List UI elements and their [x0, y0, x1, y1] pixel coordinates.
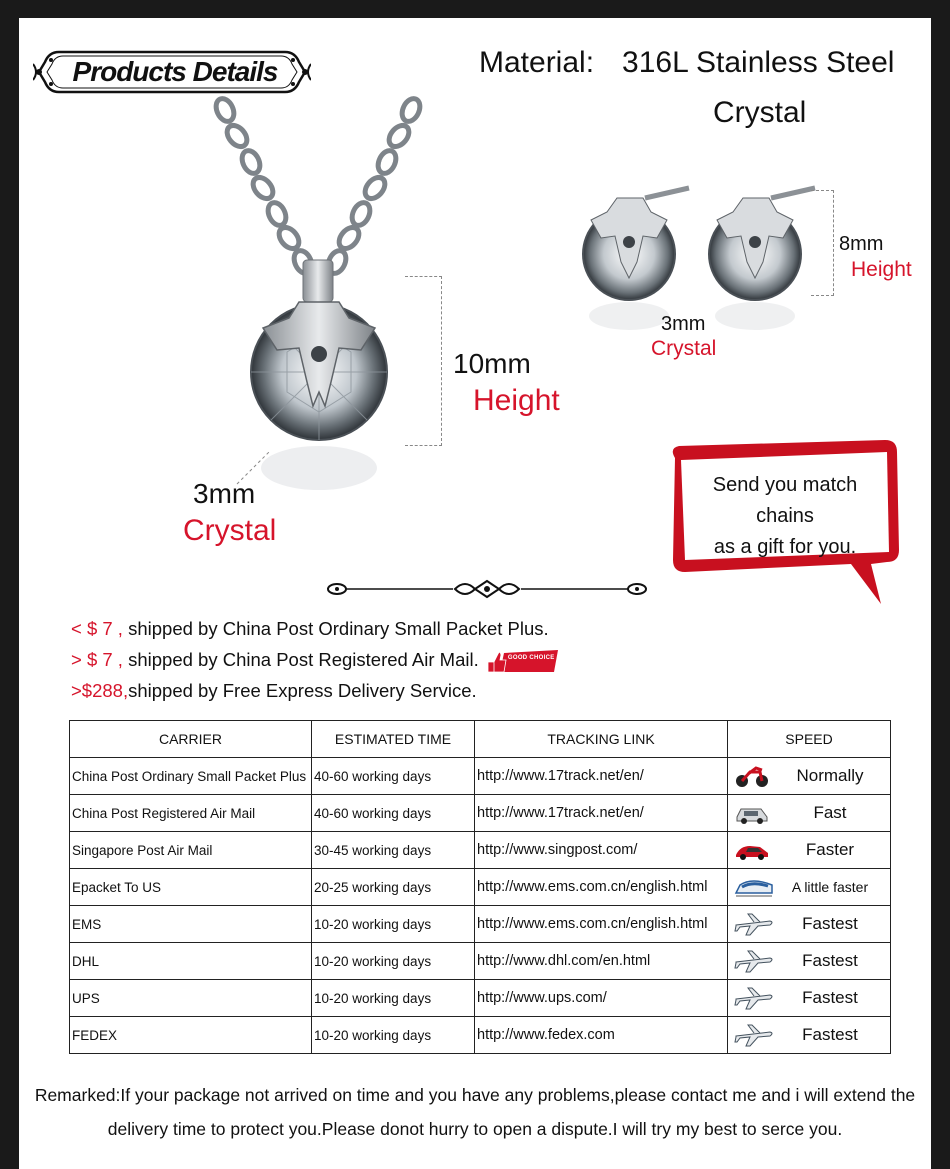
necklace-image — [199, 96, 439, 506]
motorcycle-icon — [734, 764, 770, 788]
material-label: Material: — [479, 46, 595, 79]
speed-label: Normally — [796, 766, 864, 785]
table-row — [70, 832, 891, 869]
material-value-2: Crystal — [713, 96, 807, 129]
estimated-time-cell: 20-25 working days — [312, 869, 475, 906]
table-row — [70, 795, 891, 832]
gift-card-text — [685, 470, 885, 563]
table-row — [70, 980, 891, 1017]
shipping-option-1 — [71, 618, 549, 640]
gift-line-1: Send you match chains — [712, 474, 858, 527]
shipping-text-3: shipped by Free Express Delivery Service. — [128, 680, 477, 701]
speed-label: Fast — [813, 803, 847, 822]
gift-line-2: as a gift for you. — [713, 536, 857, 558]
speed-cell — [728, 906, 891, 943]
airplane-icon — [734, 949, 770, 973]
shipping-option-3 — [71, 680, 477, 702]
sports-car-icon — [734, 838, 770, 862]
tracking-link[interactable]: http://www.ems.com.cn/english.html — [475, 906, 728, 943]
carrier-cell: UPS — [70, 980, 312, 1017]
necklace-height-value: 10mm — [453, 348, 531, 379]
carrier-cell: Singapore Post Air Mail — [70, 832, 312, 869]
thumbs-up-icon — [486, 650, 558, 672]
good-choice-badge — [486, 650, 558, 672]
airplane-icon — [734, 986, 770, 1010]
page-title: Products Details — [72, 56, 278, 87]
shipping-option-2 — [71, 649, 558, 672]
shipping-text-2: shipped by China Post Registered Air Mail. — [122, 649, 479, 670]
height-bracket — [405, 276, 442, 446]
tracking-link[interactable]: http://www.ups.com/ — [475, 980, 728, 1017]
tracking-link[interactable]: http://www.17track.net/en/ — [475, 795, 728, 832]
shipping-price-3: >$288, — [71, 680, 129, 701]
airplane-icon — [734, 1023, 770, 1047]
car-icon — [734, 801, 770, 825]
remark-line-1: Remarked:If your package not arrived on time and you have any problems,please contact me and i will extend the — [34, 1085, 916, 1105]
earring-height-bracket — [811, 190, 834, 296]
estimated-time-cell: 30-45 working days — [312, 832, 475, 869]
remark-line-2: delivery time to protect you.Please donot hurry to open a dispute.I will try my best to serce you. — [107, 1119, 843, 1139]
header-estimated-time: ESTIMATED TIME — [312, 721, 475, 758]
shipping-price-2: > $ 7 , — [71, 649, 123, 670]
necklace-crystal-value: 3mm — [193, 478, 256, 509]
speed-label: Fastest — [802, 914, 858, 933]
estimated-time-cell: 40-60 working days — [312, 758, 475, 795]
tracking-link[interactable]: http://www.fedex.com — [475, 1017, 728, 1054]
speed-label: Fastest — [802, 988, 858, 1007]
necklace-height-label: Height — [473, 384, 560, 417]
table-header-row — [70, 721, 891, 758]
header-speed: SPEED — [728, 721, 891, 758]
speed-cell — [728, 943, 891, 980]
table-row — [70, 906, 891, 943]
gift-card — [665, 438, 917, 618]
table-row — [70, 943, 891, 980]
table-row — [70, 869, 891, 906]
speed-label: A little faster — [791, 879, 869, 895]
tracking-link[interactable]: http://www.dhl.com/en.html — [475, 943, 728, 980]
shipping-table — [69, 720, 891, 1054]
estimated-time-cell: 10-20 working days — [312, 980, 475, 1017]
earring-crystal-value: 3mm — [661, 313, 706, 335]
products-details-badge — [33, 44, 311, 100]
speed-cell — [728, 980, 891, 1017]
product-details-page — [19, 18, 931, 1169]
speed-cell — [728, 795, 891, 832]
carrier-cell: EMS — [70, 906, 312, 943]
tracking-link[interactable]: http://www.ems.com.cn/english.html — [475, 869, 728, 906]
speed-cell — [728, 869, 891, 906]
carrier-cell: FEDEX — [70, 1017, 312, 1054]
header-carrier: CARRIER — [70, 721, 312, 758]
ornamental-divider-icon — [325, 578, 649, 600]
header-tracking-link: TRACKING LINK — [475, 721, 728, 758]
table-row — [70, 758, 891, 795]
shipping-text-1: shipped by China Post Ordinary Small Packet Plus. — [122, 618, 549, 639]
good-choice-label: GOOD CHOICE — [507, 655, 555, 662]
carrier-cell: China Post Registered Air Mail — [70, 795, 312, 832]
carrier-cell: China Post Ordinary Small Packet Plus — [70, 758, 312, 795]
table-row — [70, 1017, 891, 1054]
speed-label: Faster — [805, 840, 855, 859]
estimated-time-cell: 40-60 working days — [312, 795, 475, 832]
bullet-train-icon — [734, 875, 770, 899]
carrier-cell: DHL — [70, 943, 312, 980]
shipping-price-1: < $ 7 , — [71, 618, 123, 639]
speed-cell — [728, 832, 891, 869]
earring-height-value: 8mm — [839, 233, 884, 255]
speed-label: Fastest — [802, 1025, 858, 1044]
estimated-time-cell: 10-20 working days — [312, 906, 475, 943]
estimated-time-cell: 10-20 working days — [312, 943, 475, 980]
carrier-cell: Epacket To US — [70, 869, 312, 906]
earring-height-label: Height — [851, 258, 912, 281]
estimated-time-cell: 10-20 working days — [312, 1017, 475, 1054]
earrings-image — [579, 166, 819, 336]
airplane-icon — [734, 912, 770, 936]
tracking-link[interactable]: http://www.17track.net/en/ — [475, 758, 728, 795]
material-line — [479, 46, 894, 80]
speed-cell — [728, 1017, 891, 1054]
speed-label: Fastest — [802, 951, 858, 970]
speed-cell — [728, 758, 891, 795]
remark-text — [19, 1078, 931, 1146]
material-value: 316L Stainless Steel — [622, 46, 895, 79]
necklace-crystal-label: Crystal — [183, 514, 277, 547]
earring-crystal-label: Crystal — [651, 337, 717, 360]
tracking-link[interactable]: http://www.singpost.com/ — [475, 832, 728, 869]
